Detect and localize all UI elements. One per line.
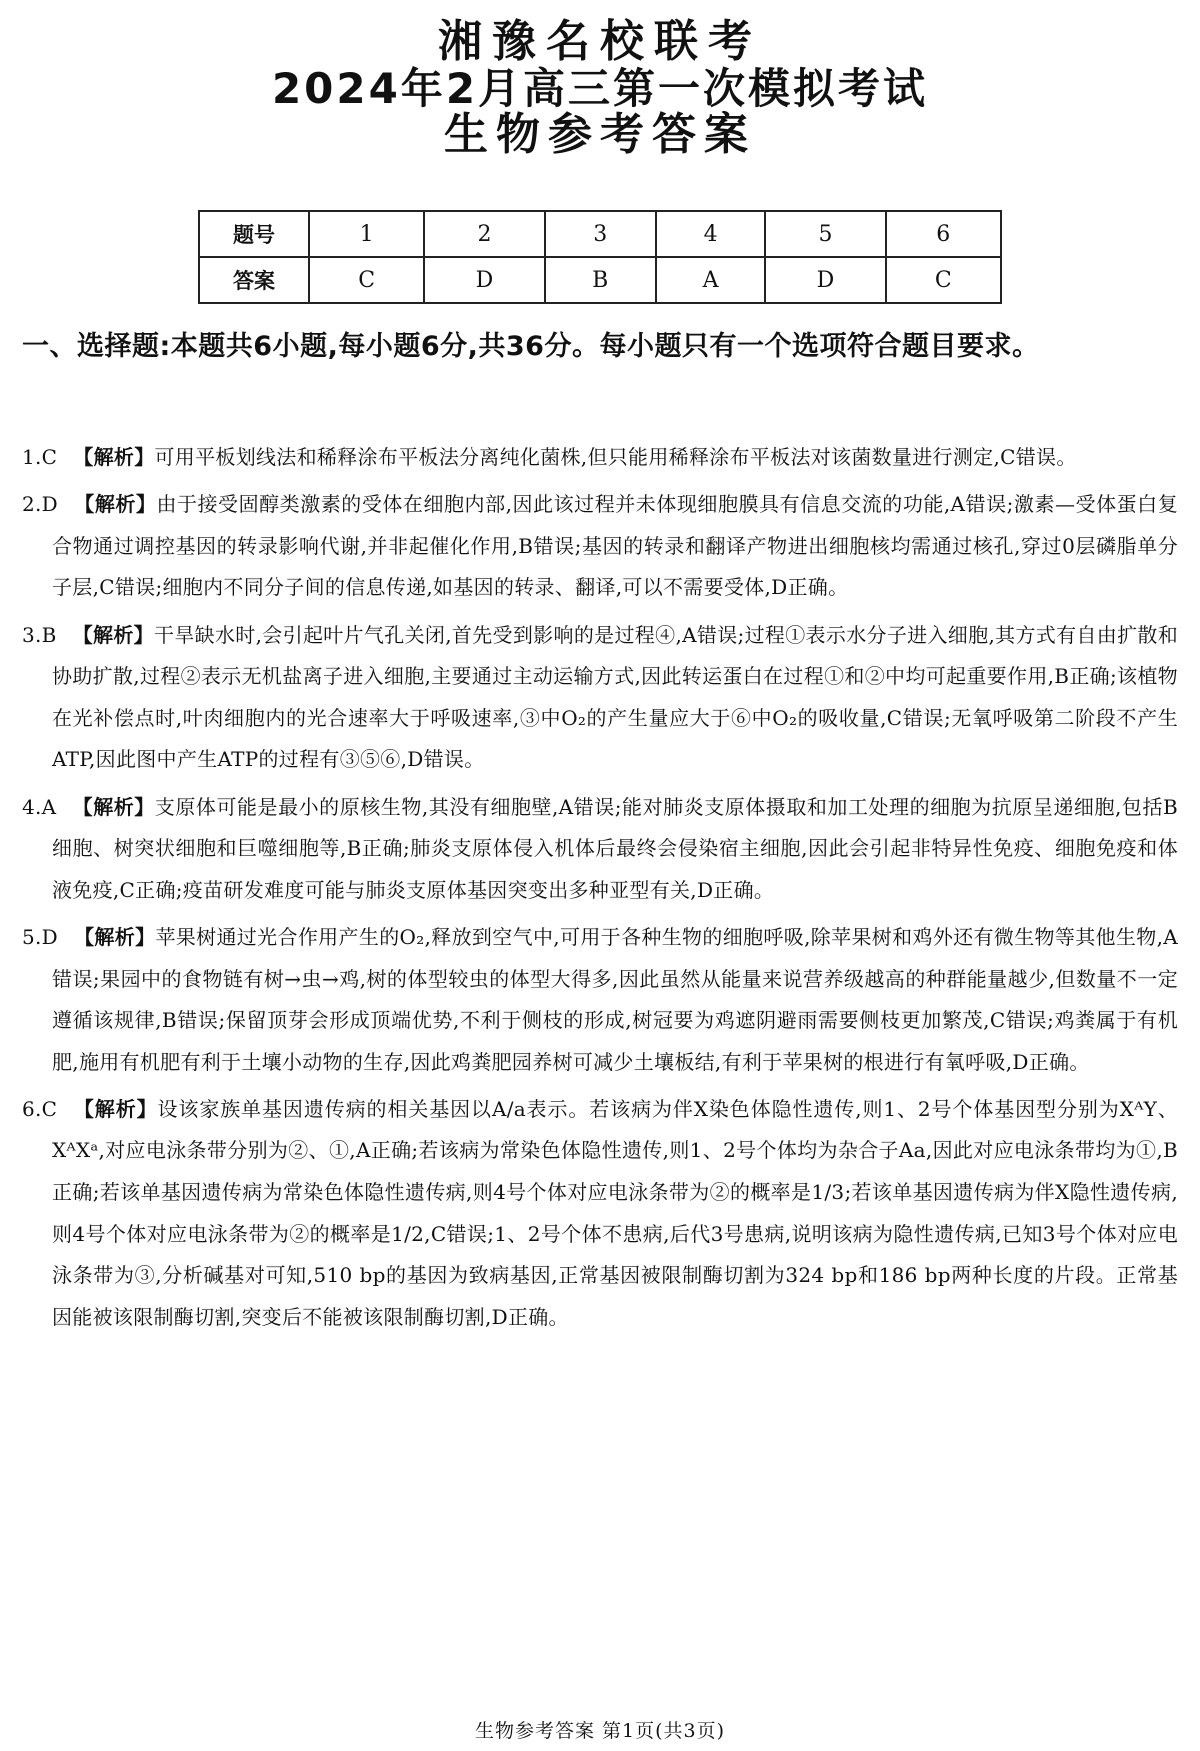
explanation-item <box>22 787 1178 912</box>
answer-cell: A <box>656 257 766 303</box>
title-block <box>0 0 1200 158</box>
explanation-item <box>22 615 1178 781</box>
explanation-item <box>22 1089 1178 1339</box>
section-heading: 一、选择题:本题共6小题,每小题6分,共36分。每小题只有一个选项符合题目要求。 <box>22 331 1040 362</box>
question-number-cell: 5 <box>765 211 885 257</box>
document-title: 生物参考答案 <box>444 108 756 160</box>
question-number-cell: 4 <box>656 211 766 257</box>
analysis-tag: 【解析】 <box>74 924 156 949</box>
analysis-tag: 【解析】 <box>72 794 155 819</box>
analysis-tag: 【解析】 <box>74 492 157 517</box>
item-text: 苹果树通过光合作用产生的O₂,释放到空气中,可用于各种生物的细胞呼吸,除苹果树和鸡外还有微生物等其他生物,A错误;果园中的食物链有树→虫→鸡,树的体型较虫的体型大得多,因此虽然从能量来说营养级越高的种群能量越少,但数量不一定遵循该规律,B错误;保留顶芽会形成顶端优势,不利于侧枝的形成,树冠要为鸡遮阴避雨需要侧枝更加繁茂,C错误;鸡粪属于有机肥,施用有机肥有利于土壤小动物的生存,因此鸡粪肥园养树可减少土壤板结,有利于苹果树的根进行有氧呼吸,D正确。 <box>52 924 1178 1074</box>
item-text: 可用平板划线法和稀释涂布平板法分离纯化菌株,但只能用稀释涂布平板法对该菌数量进行测定,C错误。 <box>154 445 1077 469</box>
explanation-item <box>22 484 1178 609</box>
question-number-cell: 3 <box>545 211 656 257</box>
analysis-tag: 【解析】 <box>73 1096 158 1121</box>
item-number: 4.A <box>22 794 57 819</box>
item-text: 干旱缺水时,会引起叶片气孔关闭,首先受到影响的是过程④,A错误;过程①表示水分子进入细胞,其方式有自由扩散和协助扩散,过程②表示无机盐离子进入细胞,主要通过主动运输方式,因此转运蛋白在过程①和②中均可起重要作用,B正确;该植物在光补偿点时,叶肉细胞内的光合速率大于呼吸速率,③中O₂的产生量应大于⑥中O₂的吸收量,C错误;无氧呼吸第二阶段不产生ATP,因此图中产生ATP的过程有③⑤⑥,D错误。 <box>52 622 1179 772</box>
question-number-cell: 1 <box>309 211 424 257</box>
page-footer: 生物参考答案 第1页(共3页) <box>474 1720 726 1742</box>
answer-cell: B <box>545 257 656 303</box>
row-label-question-number: 题号 <box>199 211 309 257</box>
item-text: 由于接受固醇类激素的受体在细胞内部,因此该过程并未体现细胞膜具有信息交流的功能,A错误;激素—受体蛋白复合物通过调控基因的转录影响代谢,并非起催化作用,B错误;基因的转录和翻译产物进出细胞核均需通过核孔,穿过0层磷脂单分子层,C错误;细胞内不同分子间的信息传递,如基因的转录、翻译,可以不需要受体,D正确。 <box>52 492 1178 600</box>
answer-cell: C <box>309 257 424 303</box>
item-number: 3.B <box>22 622 57 647</box>
exam-organizer-title: 湘豫名校联考 <box>438 16 762 67</box>
question-number-cell: 2 <box>424 211 544 257</box>
analysis-tag: 【解析】 <box>73 445 155 469</box>
item-number: 6.C <box>22 1096 58 1121</box>
exam-name-title: 2024年2月高三第一次模拟考试 <box>271 63 929 113</box>
item-text: 支原体可能是最小的原核生物,其没有细胞壁,A错误;能对肺炎支原体摄取和加工处理的细胞为抗原呈递细胞,包括B细胞、树突状细胞和巨噬细胞等,B正确;肺炎支原体侵入机体后最终会侵染宿主细胞,因此会引起非特异性免疫、细胞免疫和体液免疫,C正确;疫苗研发难度可能与肺炎支原体基因突变出多种亚型有关,D正确。 <box>52 794 1178 902</box>
analysis-tag: 【解析】 <box>72 622 155 647</box>
question-number-row <box>199 211 1001 257</box>
explanation-list <box>22 437 1178 1344</box>
question-number-cell: 6 <box>886 211 1001 257</box>
item-number: 5.D <box>22 924 59 949</box>
answer-row <box>199 257 1001 303</box>
item-number: 2.D <box>22 492 59 517</box>
explanation-item <box>22 437 1178 479</box>
row-label-answer: 答案 <box>199 257 309 303</box>
answer-cell: D <box>424 257 544 303</box>
explanation-item <box>22 917 1178 1083</box>
item-text: 设该家族单基因遗传病的相关基因以A/a表示。若该病为伴X染色体隐性遗传,则1、2号个体基因型分别为XᴬY、XᴬXᵃ,对应电泳条带分别为②、①,A正确;若该病为常染色体隐性遗传,则1、2号个体均为杂合子Aa,因此对应电泳条带均为①,B正确;若该单基因遗传病为常染色体隐性遗传病,则4号个体对应电泳条带为②的概率是1/3;若该单基因遗传病为伴X隐性遗传病,则4号个体对应电泳条带为②的概率是1/2,C错误;1、2号个体不患病,后代3号患病,说明该病为隐性遗传病,已知3号个体对应电泳条带为③,分析碱基对可知,510 bp的基因为致病基因,正常基因被限制酶切割为324 bp和186 bp两种长度的片段。正常基因能被该限制酶切割,突变后不能被该限制酶切割,D正确。 <box>52 1096 1178 1329</box>
item-number: 1.C <box>22 445 58 469</box>
answer-cell: D <box>765 257 885 303</box>
answer-cell: C <box>886 257 1001 303</box>
answer-table <box>198 210 1002 304</box>
